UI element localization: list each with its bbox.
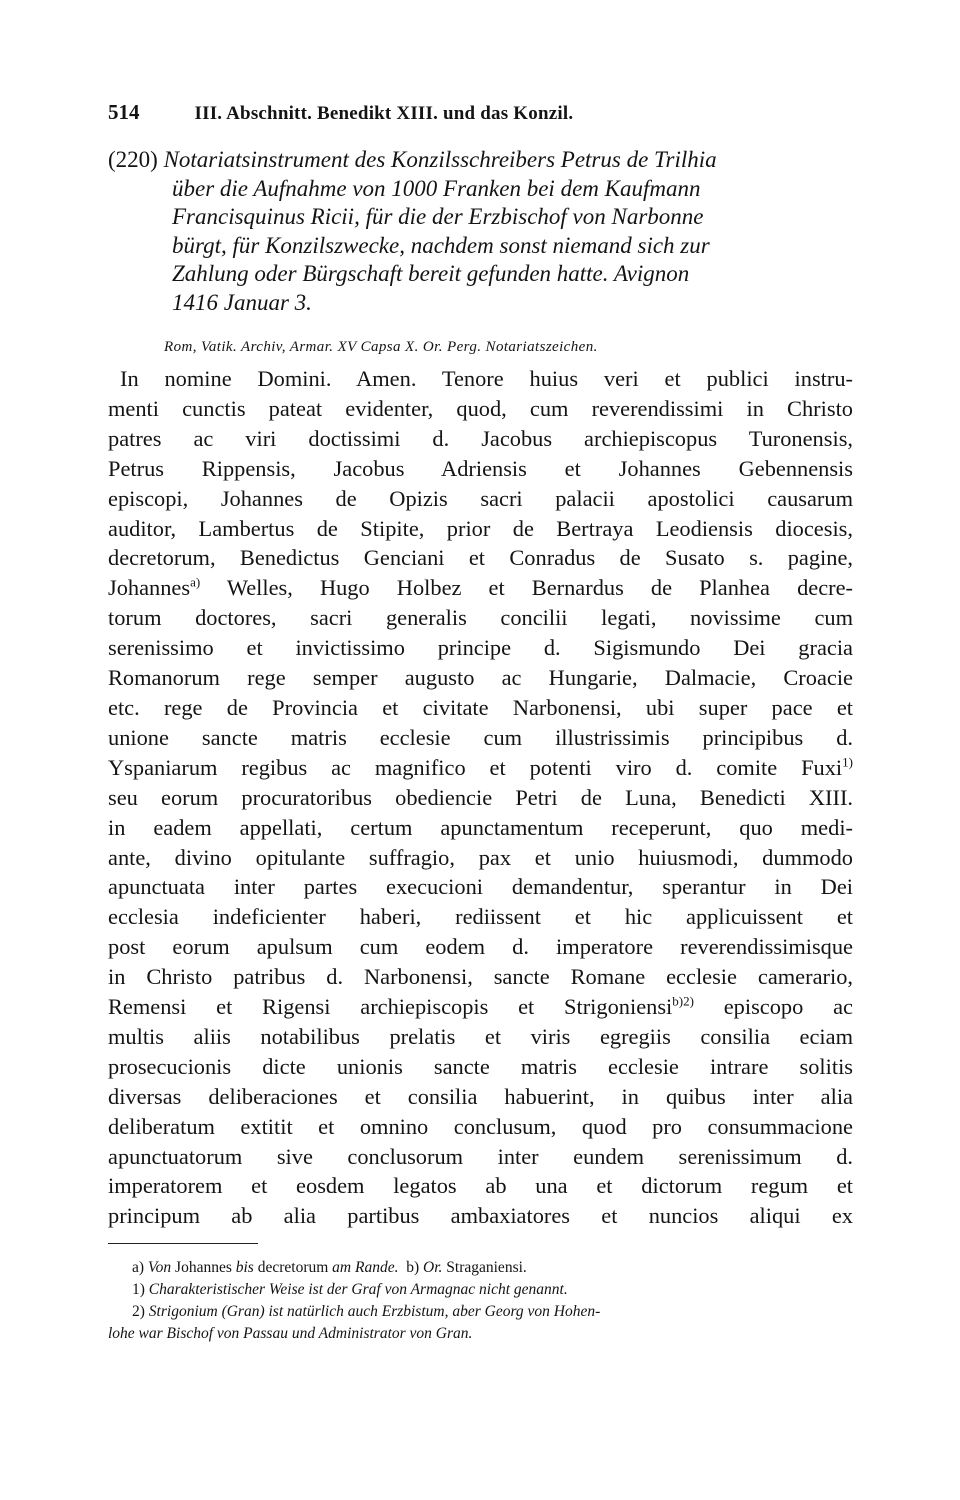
heading-title-line: Notariatsinstrument des Konzilsschreibers Petrus de Trilhia: [163, 147, 717, 172]
footnote-a-text: Von: [147, 1259, 172, 1276]
body-text-fragment: episcopo ac: [723, 994, 853, 1020]
footnote-1: [108, 1279, 853, 1301]
body-line: prosecucionis dicte unionis sancte matris ecclesie intrare solitis: [108, 1053, 853, 1079]
footnote-a-text: Johannes: [175, 1259, 232, 1276]
footnote-a-text: bis: [235, 1259, 254, 1276]
body-line: in Christo patribus d. Narbonensi, sancte Romane ecclesie camerario,: [108, 964, 853, 990]
footnote-1-marker: 1): [132, 1281, 145, 1298]
running-head-title: III. Abschnitt. Benedikt XIII. und das Konzil.: [194, 103, 574, 124]
body-line: apunctuatorum sive conclusorum inter eundem serenissimum d.: [108, 1143, 853, 1169]
body-line: [108, 992, 853, 1022]
footnote-b-text: Straganiensi.: [446, 1259, 527, 1276]
footnote-marker-b-2: b)2): [672, 993, 694, 1009]
body-text-fragment: Welles, Hugo Holbez et Bernardus de Planhea decre-: [226, 575, 853, 601]
heading-title-line: Zahlung oder Bürgschaft bereit gefunden hatte. Avignon: [172, 261, 690, 286]
body-line: etc. rege de Provincia et civitate Narbonensi, ubi super pace et: [108, 694, 853, 720]
body-line: In nomine Domini. Amen. Tenore huius veri et publici instru-: [120, 366, 853, 391]
body-line: deliberatum extitit et omnino conclusum, quod pro consummacione: [108, 1113, 853, 1139]
heading-title-line: über die Aufnahme von 1000 Franken bei dem Kaufmann: [172, 175, 701, 201]
body-line: unione sancte matris ecclesie cum illustrissimis principibus d.: [108, 724, 853, 750]
heading-title-line: bürgt, für Konzilszwecke, nachdem sonst niemand sich zur: [172, 232, 710, 258]
footnote-a-marker: a): [132, 1259, 145, 1276]
footnote-a-text: am Rande.: [332, 1259, 399, 1276]
archival-source: Rom, Vatik. Archiv, Armar. XV Capsa X. Or. Perg. Notariatszeichen.: [164, 339, 598, 355]
footnote-2-continuation: lohe war Bischof von Passau und Administrator von Gran.: [108, 1325, 473, 1342]
document-number: (220): [108, 147, 158, 172]
footnote-marker-a: a): [190, 574, 201, 590]
body-text-fragment: Remensi et Rigensi archiepiscopis et Strigoniensi: [108, 994, 673, 1020]
body-line: multis aliis notabilibus prelatis et viris egregiis consilia eciam: [108, 1023, 853, 1049]
body-line: menti cunctis pateat evidenter, quod, cum reverendissimi in Christo: [108, 395, 853, 421]
body-text-fragment: Yspaniarum regibus ac magnifico et potenti viro d. comite Fuxi: [108, 754, 843, 780]
footnotes: [108, 1257, 853, 1345]
body-line: decretorum, Benedictus Genciani et Conradus de Susato s. pagine,: [108, 545, 853, 571]
body-line: [108, 753, 853, 783]
body-line: auditor, Lambertus de Stipite, prior de Bertraya Leodiensis diocesis,: [108, 515, 853, 541]
footnote-b-marker: b): [406, 1259, 420, 1276]
body-line: ante, divino opitulante suffragio, pax et unio huiusmodi, dummodo: [108, 844, 853, 870]
heading-title-line: 1416 Januar 3.: [172, 289, 312, 315]
body-text-fragment: Johannes: [108, 575, 191, 601]
body-line: patres ac viri doctissimi d. Jacobus archiepiscopus Turonensis,: [108, 425, 853, 451]
footnote-1-text: Charakteristischer Weise ist der Graf von Armagnac nicht genannt.: [148, 1281, 568, 1298]
page-number: 514: [108, 100, 140, 124]
body-line: ecclesia indeficienter haberi, rediissent et hic applicuissent et: [108, 904, 853, 930]
document-heading: [108, 146, 853, 317]
heading-line: [108, 146, 853, 175]
footnote-a-text: decretorum: [257, 1259, 329, 1276]
body-line: in eadem appellati, certum apunctamentum receperunt, quo medi-: [108, 814, 853, 840]
body-line: Romanorum rege semper augusto ac Hungarie, Dalmacie, Croacie: [108, 665, 853, 691]
body-line: [108, 573, 853, 603]
body-line: diversas deliberaciones et consilia habuerint, in quibus inter alia: [108, 1083, 853, 1109]
footnote-b-text: Or.: [423, 1259, 443, 1276]
body-line: episcopi, Johannes de Opizis sacri palacii apostolici causarum: [108, 485, 853, 511]
footnote-2-text: Strigonium (Gran) ist natürlich auch Erzbistum, aber Georg von Hohen-: [148, 1303, 601, 1320]
heading-title-line: Francisquinus Ricii, für die der Erzbischof von Narbonne: [172, 204, 704, 229]
body-line: Petrus Rippensis, Jacobus Adriensis et Johannes Gebennensis: [108, 455, 853, 481]
body-line: principum ab alia partibus ambaxiatores et nuncios aliqui ex: [108, 1203, 853, 1229]
footnote-marker-1: 1): [842, 754, 853, 770]
body-line: post eorum apulsum cum eodem d. imperatore reverendissimisque: [108, 934, 853, 960]
body-line: seu eorum procuratoribus obediencie Petri de Luna, Benedicti XIII.: [108, 784, 853, 810]
footnote-2-marker: 2): [132, 1303, 145, 1320]
body-line: torum doctores, sacri generalis concilii legati, novissime cum: [108, 605, 853, 631]
footnote-2: [108, 1301, 853, 1323]
footnote-text-variants: [108, 1257, 853, 1279]
body-line: serenissimo et invictissimo principe d. Sigismundo Dei gracia: [108, 635, 853, 661]
document-body: [108, 364, 853, 1231]
body-line: imperatorem et eosdem legatos ab una et dictorum regum et: [108, 1173, 853, 1199]
running-head: [108, 100, 868, 125]
body-line: apunctuata inter partes execucioni demandentur, sperantur in Dei: [108, 874, 853, 900]
footnote-divider: [108, 1243, 258, 1244]
